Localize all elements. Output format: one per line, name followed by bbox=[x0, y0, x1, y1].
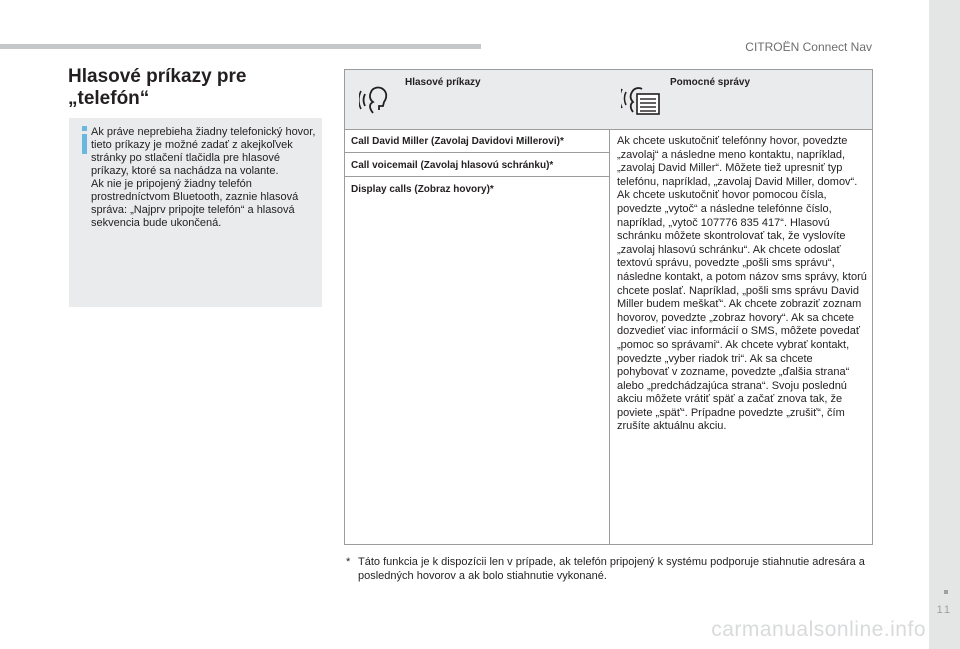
info-text bbox=[91, 126, 317, 230]
info-icon bbox=[80, 126, 89, 154]
section-title: Hlasové príkazy pre „telefón“ bbox=[68, 66, 247, 109]
footnote-text: Táto funkcia je k dispozícii len v prípade, ak telefón pripojený k systému podporuje stiahnutie adresára a posledných hovorov a ak bolo stiahnutie vykonané. bbox=[358, 556, 865, 582]
info-paragraph: Ak práve neprebieha žiadny telefonický hovor, tieto príkazy je možné zadať z akejkoľvek stránky po stlačení tlačidla pre hlasové príkazy, ktoré sa nachádza na volante. bbox=[91, 126, 316, 177]
table-header-row bbox=[345, 70, 872, 130]
voice-commands-table bbox=[344, 69, 873, 545]
command-cell: Display calls (Zobraz hovory)* bbox=[351, 184, 494, 195]
brand-label: CITROËN Connect Nav bbox=[745, 40, 872, 54]
column-header-help: Pomocné správy bbox=[670, 77, 751, 88]
page-marker bbox=[944, 590, 948, 594]
info-paragraph: Ak nie je pripojený žiadny telefón prostredníctvom Bluetooth, zaznie hlasová správa: „Najprv pripojte telefón“ a hlasová sekvencia bude ukončená. bbox=[91, 178, 299, 229]
page-number: 11 bbox=[936, 604, 952, 616]
voice-command-icon bbox=[359, 82, 395, 116]
header-rule bbox=[0, 44, 481, 49]
footnote-marker: * bbox=[346, 556, 351, 568]
help-message-text: Ak chcete uskutočniť telefónny hovor, povedzte „zavolaj“ a následne meno kontaktu, napríklad, „zavolaj David Miller“. Môžete tiež upresniť typ telefónu, napríklad, „zavolaj David Miller, domov“. Ak chcete uskutočniť hovor pomocou čísla, povedzte „vytoč“ a následne telefónne číslo, napríklad, „vytoč 107776 835 417“. Hlasovú schránku môžete skontrolovať tak, že vyslovíte „zavolaj hlasovú schránku“. Ak chcete odoslať textovú správu, povedzte „pošli sms správu“, následne kontakt, a potom názov sms správy, ktorú chcete poslať. Napríklad, „pošli sms správu David Miller budem meškať“. Ak chcete zobraziť zoznam hovorov, povedzte „zobraz hovory“. Ak sa chcete dozvedieť viac informácií o SMS, môžete povedať „pomoc so správami“. Ak chcete vybrať kontakt, povedzte „vyber riadok tri“. Ak sa chcete pohybovať v zozname, povedzte „ďalšia strana“ alebo „predchádzajúca strana“. Svoju poslednú akciu môžete vrátiť späť a začať znova tak, že poviete „späť“. Prípadne povedzte „zrušiť“, čím zrušíte aktuálnu akciu. bbox=[617, 135, 867, 433]
side-strip bbox=[929, 0, 960, 649]
footnote bbox=[346, 556, 866, 583]
help-message-icon bbox=[621, 82, 661, 116]
column-header-commands: Hlasové príkazy bbox=[405, 77, 481, 88]
column-divider bbox=[609, 70, 610, 544]
info-box bbox=[69, 118, 322, 307]
command-cell: Call David Miller (Zavolaj Davidovi Millerovi)* bbox=[345, 129, 609, 153]
command-cell: Call voicemail (Zavolaj hlasovú schránku)* bbox=[345, 153, 609, 177]
watermark: carmanualsonline.info bbox=[711, 618, 926, 641]
